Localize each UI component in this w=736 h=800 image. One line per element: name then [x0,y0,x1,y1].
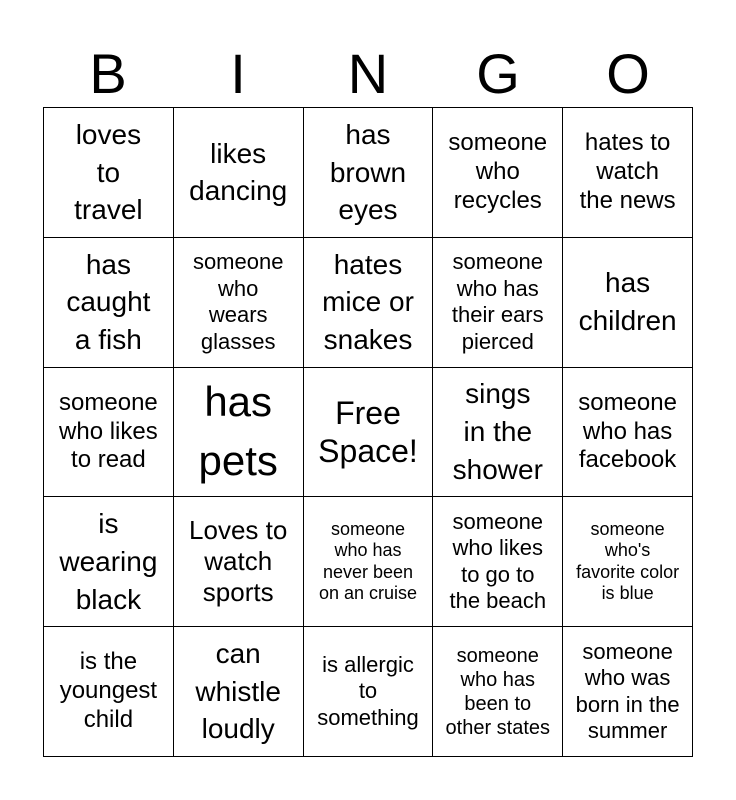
bingo-cell[interactable] [563,108,693,238]
cell-text: Free Space! [318,394,418,469]
bingo-cell[interactable] [174,627,304,757]
bingo-cell[interactable] [304,627,434,757]
free-space-cell[interactable] [304,368,434,498]
cell-text: someone who has facebook [578,388,677,474]
bingo-cell[interactable] [174,497,304,627]
cell-text: someone who likes to read [59,388,158,474]
cell-text: hates to watch the news [579,129,676,214]
cell-text: has caught a fish [66,248,151,356]
bingo-cell[interactable] [44,368,174,498]
cell-text: someone who was born in the summer [575,638,680,743]
bingo-cell[interactable] [433,238,563,368]
bingo-cell[interactable] [563,497,693,627]
cell-text: someone who's favorite color is blue [576,518,680,604]
bingo-cell[interactable] [433,108,563,238]
cell-text: hates mice or snakes [322,248,414,356]
header-letter-b: B [89,42,127,105]
bingo-cell[interactable] [44,238,174,368]
header-letter-i: I [230,42,246,105]
cell-text: loves to travel [74,118,143,226]
cell-text: sings in the shower [452,378,543,485]
cell-text: is wearing black [59,508,158,615]
header-letter-n: N [347,42,389,105]
bingo-cell[interactable] [304,108,434,238]
cell-text: has children [578,267,677,337]
cell-text: Loves to watch sports [189,515,288,608]
bingo-cell[interactable] [563,368,693,498]
bingo-cell[interactable] [44,497,174,627]
header-letter-g: G [476,42,520,105]
bingo-cell[interactable] [563,238,693,368]
cell-text: someone who likes to go to the beach [449,509,547,614]
cell-text: has pets [198,378,278,484]
bingo-cell[interactable] [174,368,304,498]
cell-text: has brown eyes [329,118,407,226]
bingo-header [43,42,693,106]
header-letter-o: O [606,42,650,105]
bingo-cell[interactable] [304,238,434,368]
bingo-cell[interactable] [433,627,563,757]
cell-text: someone who has been to other states [445,644,551,739]
cell-text: likes dancing [189,137,288,207]
cell-text: is the youngest child [59,648,158,733]
bingo-cell[interactable] [433,368,563,498]
bingo-cell[interactable] [44,627,174,757]
bingo-cell[interactable] [433,497,563,627]
cell-text: someone who has never been on an cruise [318,518,418,604]
bingo-grid [43,107,693,757]
bingo-cell[interactable] [174,108,304,238]
cell-text: someone who wears glasses [192,249,284,354]
cell-text: someone who has their ears pierced [451,249,544,354]
bingo-cell[interactable] [174,238,304,368]
cell-text: someone who recycles [448,129,548,214]
bingo-cell[interactable] [304,497,434,627]
bingo-cell[interactable] [44,108,174,238]
cell-text: is allergic to something [317,652,419,730]
cell-text: can whistle loudly [195,637,281,745]
bingo-cell[interactable] [563,627,693,757]
